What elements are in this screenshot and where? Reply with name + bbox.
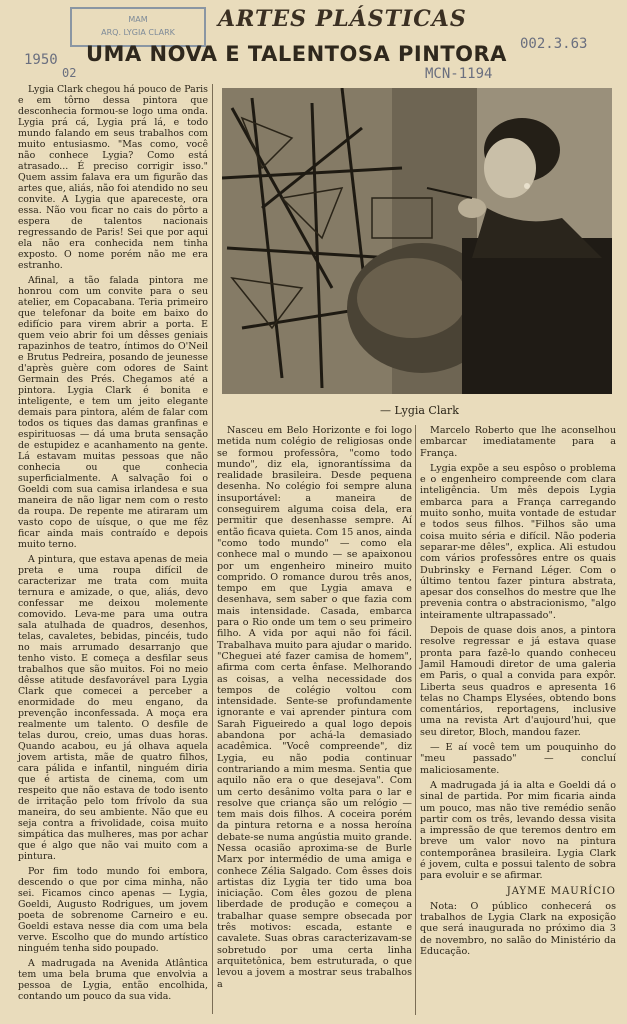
photo-caption: — Lygia Clark — [380, 404, 459, 417]
article-column-2 — [217, 425, 412, 994]
paragraph: A madrugada já ia alta e Goeldi dá o sinal de partida. Por mim ficaria ainda um pouco, mas não tive remédio senão partir com os três, levando dessa visita a impressão de que teremos dentro em breve um valor novo na pintura contemporânea brasileira. Lygia Clark é jovem, culta e possui talento de sobra para evoluir e se afirmar. — [420, 779, 616, 882]
handwritten-month: 02 — [62, 66, 77, 80]
stamp-line-1: MAM — [128, 15, 148, 24]
paragraph: Lygia expõe a seu espôso o problema e o engenheiro compreende com clara inteligência. Um mês depois Lygia embarca para a França carregando muito sonho, muita vontade de estudar e todos seus filhos. "Filhos são uma coisa muito séria e difícil. Não poderia separar-me dêles", explica. Ali estudou com vários professôres entre os quais Dubrinsky e Fernand Léger. Com o último tentou fazer pintura abstrata, apesar dos conselhos do mestre que lhe prevenia contra o abstracionismo, "algo inteiramente ultrapassado". — [420, 462, 616, 621]
paragraph: Nasceu em Belo Horizonte e foi logo metida num colégio de religiosas onde se formou professôra, "como todo mundo", diz ela, ignorantíssima da realidade brasileira. Desde pequena desenha. No colégio foi sempre aluna insuportável: a maneira de conseguirem alguma coisa dela, era permitir que desenhasse sempre. Aí então ficava quieta. Com 15 anos, ainda "como todo mundo" — como ela conhece mal o mundo — se apaixonou por um engenheiro mineiro muito comprido. O romance durou três anos, tempo em que Lygia amava e desenhava, sem saber o que fazia com mais intensidade. Casada, embarca para o Rio onde um tem o seu primeiro filho. A vida por aqui não foi fácil. Trabalhava muito para ajudar o marido. "Cheguei até fazer camisa de homem", afirma com certa ênfase. Melhorando as coisas, a velha necessidade dos tempos de colégio voltou com intensidade. Sente-se profundamente ignorante e vai aprender pintura com Sarah Figueiredo a qual logo depois abandona por achá-la demasiado acadêmica. "Você compreende", diz Lygia, eu não podia continuar contrariando a mim mesma. Sentia que aquilo não era o que desejava". Com um certo desânimo volta para o lar e resolve que criança são um relógio — tem mais dois filhos. A coceira porém da pintura retorna e a nossa heroína debate-se numa angústia muito grande. Nessa ocasião aproxima-se de Burle Marx por intermédio de uma amiga e conhece Zélia Salgado. Com êsses dois artistas diz Lygia ter tido uma boa iniciação. Com êles gozou de plena liberdade de produção e começou a trabalhar quase sempre obsecada por três motivos: escada, estante e cavalete. Suas obras caracterizavam-se sobretudo por uma certa linha arquitetônica, bem estruturada, o que levou a jovem a mostrar seus trabalhos a — [217, 425, 412, 990]
paragraph: A madrugada na Avenida Atlântica tem uma bela bruma que envolvia a pessoa de Lygia, então encolhida, contando um pouco da sua vida. — [18, 958, 208, 1002]
stamp-line-2: ARQ. LYGIA CLARK — [101, 28, 175, 37]
article-column-1 — [18, 84, 208, 1006]
paragraph: — E aí você tem um pouquinho do "meu passado" — concluí maliciosamente. — [420, 742, 616, 776]
exhibition-note: Nota: O público conhecerá os trabalhos de Lygia Clark na exposição que será inaugurada no próximo dia 3 de novembro, no salão do Ministério da Educação. — [420, 900, 616, 958]
artist-at-easel-image — [222, 88, 612, 394]
column-rule-1 — [212, 84, 213, 1014]
paragraph: Depois de quase dois anos, a pintora resolve regressar e já estava quase pronta para fazê-lo quando conheceu Jamil Hamoudi diretor de uma galeria em Paris, o qual a convida para expôr. Liberta seus quadros e apresenta 16 telas no Champs Elysées, obtendo bons comentários, reportagens, inclusive uma na revista Art d'aujourd'hui, que seu diretor, Bloch, mandou fazer. — [420, 625, 616, 738]
archive-stamp — [70, 7, 206, 47]
handwritten-code: 002.3.63 — [520, 36, 588, 52]
section-title: ARTES PLÁSTICAS — [218, 6, 467, 32]
paragraph: Lygia Clark chegou há pouco de Paris e em tôrno dessa pintora que desconhecia formou-se logo uma onda. Lygia prá cá, Lygia prá lá, e todo mundo falando em seus trabalhos com muito entusiasmo. "Mas como, você não conhece Lygia? Como está atrasado... É preciso corrigir isso." Quem assim falava era um figurão das artes que, aliás, não foi atendido no seu convite. A Lygia que apareceste, ora essa. Não vou ficar no cais do pôrto a espera de talentos nacionais regressando de Paris! Sei que por aqui ela não era conhecida nem tinha exposto. O nome porém não me era estranho. — [18, 84, 208, 271]
paragraph: A pintura, que estava apenas de meia preta e uma roupa difícil de caracterizar me trata com muita ternura e amizade, o que, aliás, devo confessar me deixou molemente comovido. Leva-me para uma outra sala atulhada de quadros, desenhos, telas, cavaletes, bebidas, pincéis, tudo no mais arrumado desarranjo que tenho visto. E começa a desfilar seus trabalhos que são muitos. Foi no meio dêsse atitude desfavorável para Lygia Clark que comecei a perceber a enormidade do meu engano, da prevenção inconfessada. A moça era realmente um talento. O desfile de telas durou, creio, umas duas horas. Quando acabou, eu já olhava aquela jovem artista, mãe de quatro filhos, cara pálida e infantil, ninguém diria que é artista de cinema, com um respeito que não estava de todo isento de irritação pelo tom frívolo da sua maneira, do seu ambiente. Não que eu seja contra a frivolidade, coisa muito simpática das mulheres, mas por achar que é algo que não vai muito com a pintura. — [18, 554, 208, 862]
paragraph: Por fim todo mundo foi embora, descendo o que por cima minha, não sei. Ficamos cinco apenas — Lygia, Goeldi, Augusto Rodrigues, um jovem poeta de sobrenome Carneiro e eu. Goeldi estava nesse dia com uma bela verve. Escolho que do mundo artístico ninguém tenha sido poupado. — [18, 866, 208, 954]
author-signature: JAYME MAURÍCIO — [506, 885, 616, 897]
photo-lygia-clark — [222, 88, 612, 394]
column-rule-2 — [415, 425, 416, 1015]
paragraph: Marcelo Roberto que lhe aconselhou embarcar imediatamente para a França. — [420, 425, 616, 459]
headline: UMA NOVA E TALENTOSA PINTORA — [86, 42, 507, 66]
article-column-3 — [420, 425, 616, 961]
handwritten-year: 1950 — [24, 52, 58, 68]
paragraph: Afinal, a tão falada pintora me honrou com um convite para o seu atelier, em Copacabana. Teria primeiro que telefonar da boite em baixo do edifício para virem abrir a porta. E quem veio abrir foi um dêsses geniais rapazinhos de teatro, íntimos do O'Neil e Brutus Pedreira, posando de jeunesse d'après guère com odores de Saint Germain des Prés. Chegamos até a pintora. Lygia Clark é bonita e inteligente, e tem um jeito elegante demais para pintora, além de falar com todos os tiques das damas granfinas e espirituosas — dá uma bruta sensação de estupidez e acanhamento na gente. Lá estavam muitas pessoas que não conhecia ou que conhecia superficialmente. A salvação foi o Goeldi com sua camisa irlandesa e sua maneira de não ligar nem com o resto da roupa. De repente me atiraram um vasto copo de uísque, o que me fêz ficar ainda mais contraído e depois muito terno. — [18, 275, 208, 550]
handwritten-ref: MCN-1194 — [425, 66, 493, 82]
